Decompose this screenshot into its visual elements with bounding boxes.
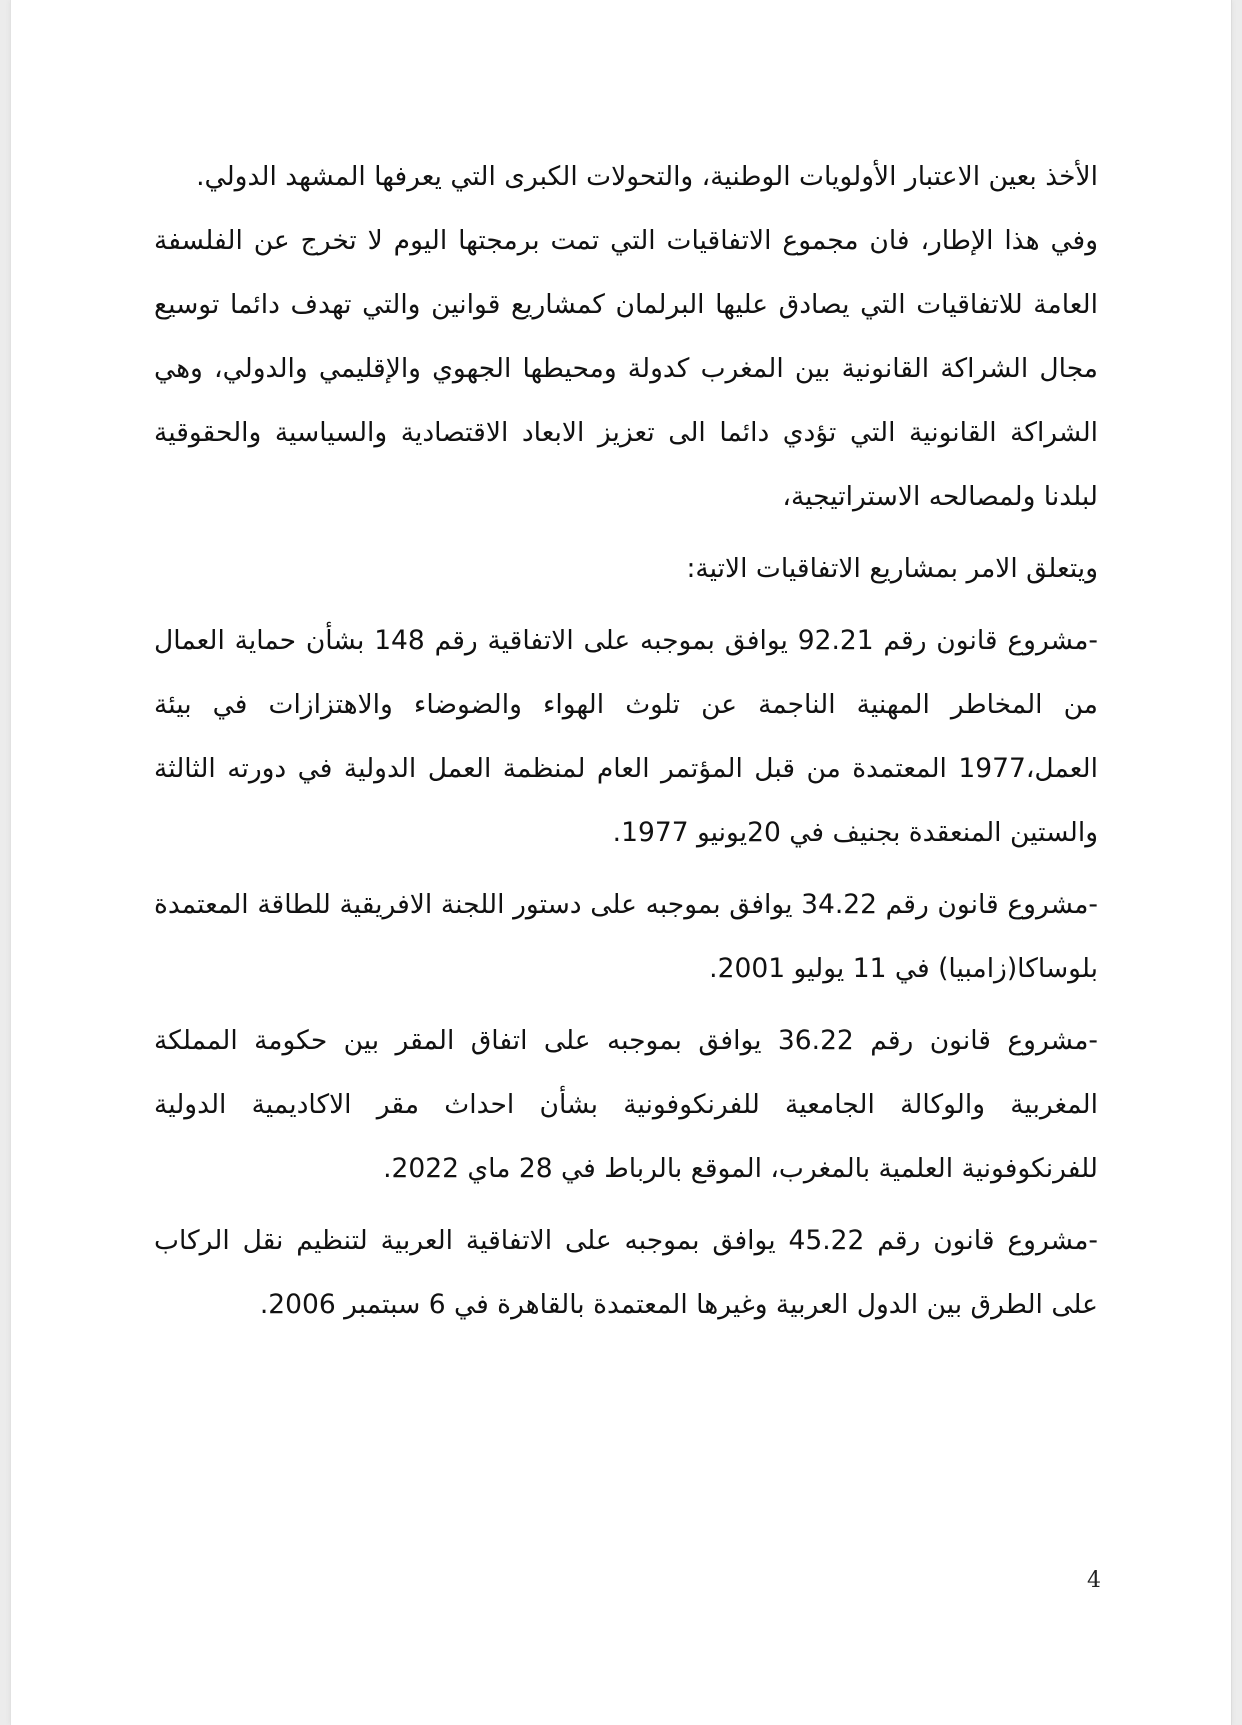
paragraph-bill-92-21: -مشروع قانون رقم 92.21 يوافق بموجبه على الاتفاقية رقم 148 بشأن حماية العمال من المخاطر المهنية الناجمة عن تلوث الهواء والضوضاء والاهتزازات في بيئة العمل،1977 المعتمدة من قبل المؤتمر العام لمنظمة العمل الدولية في دورته الثالثة والستين المنعقدة بجنيف في 20يونيو 1977.	[154, 625, 1098, 848]
paragraph-framework: وفي هذا الإطار، فان مجموع الاتفاقيات التي تمت برمجتها اليوم لا تخرج عن الفلسفة العامة للاتفاقيات التي يصادق عليها البرلمان كمشاريع قوانين والتي تهدف دائما توسيع مجال الشراكة القانونية بين المغرب كدولة ومحيطها الجهوي والإقليمي والدولي، وهي الشراكة القانونية التي تؤدي دائما الى تعزيز الابعاد الاقتصادية والسياسية والحقوقية لبلدنا ولمصالحه الاستراتيجية،	[154, 225, 1098, 512]
page-number: 4	[1087, 1568, 1101, 1593]
paragraph-list-intro: ويتعلق الامر بمشاريع الاتفاقيات الاتية:	[686, 553, 1098, 584]
paragraph-bill-36-22: -مشروع قانون رقم 36.22 يوافق بموجبه على اتفاق المقر بين حكومة المملكة المغربية والوكالة الجامعية للفرنكوفونية بشأن احداث مقر الاكاديمية الدولية للفرنكوفونية العلمية بالمغرب، الموقع بالرباط في 28 ماي 2022.	[154, 1025, 1098, 1184]
paragraph-bill-34-22: -مشروع قانون رقم 34.22 يوافق بموجبه على دستور اللجنة الافريقية للطاقة المعتمدة بلوساكا(زامبيا) في 11 يوليو 2001.	[154, 889, 1098, 984]
paragraph-bill-45-22: -مشروع قانون رقم 45.22 يوافق بموجبه على الاتفاقية العربية لتنظيم نقل الركاب على الطرق بين الدول العربية وغيرها المعتمدة بالقاهرة في 6 سبتمبر 2006.	[154, 1225, 1098, 1320]
paragraph-intro-continuation: الأخذ بعين الاعتبار الأولويات الوطنية، والتحولات الكبرى التي يعرفها المشهد الدولي.	[196, 161, 1098, 192]
document-body	[154, 145, 1098, 1337]
document-page	[10, 0, 1232, 1725]
